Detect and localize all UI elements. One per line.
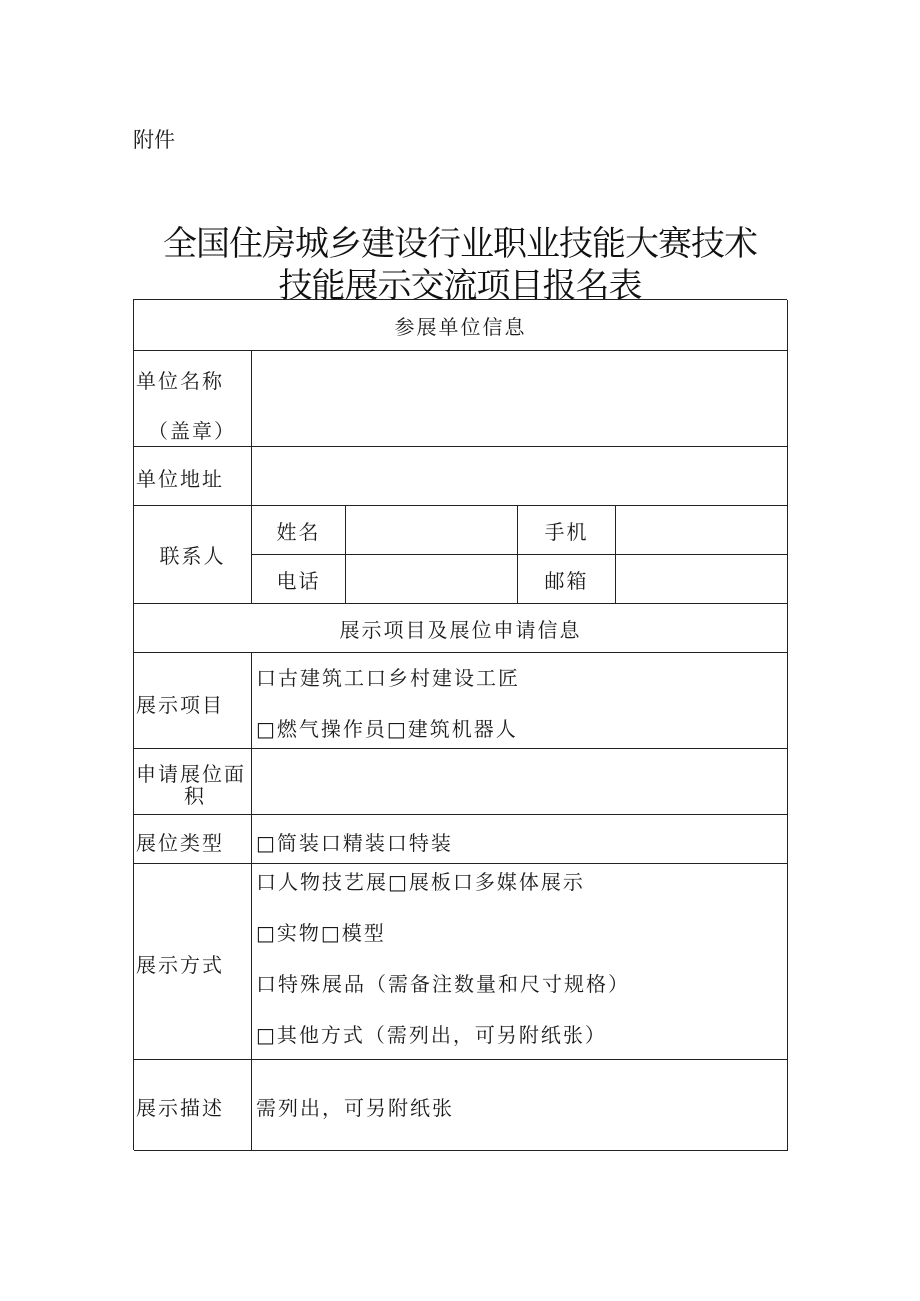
display-method-label [134,864,252,1060]
mobile-field[interactable] [616,506,788,555]
form-title-line-1: 全国住房城乡建设行业职业技能大赛技术 [163,224,757,264]
booth-area-field[interactable] [252,749,788,815]
display-method-options-line-1[interactable]: 口人物技艺展□展板口多媒体展示 [256,870,585,894]
description-label [134,1060,252,1151]
unit-address-label [134,447,252,506]
booth-type-label-text: 展位类型 [136,831,224,855]
unit-address-field[interactable] [252,447,788,506]
description-label-text: 展示描述 [136,1096,224,1120]
section-header-exhibitor-info: 参展单位信息 [134,300,788,351]
display-method-options[interactable] [252,864,788,1060]
registration-form-table [133,299,787,1150]
display-method-options-line-4[interactable]: □其他方式（需列出，可另附纸张） [256,1023,607,1047]
booth-type-options-text[interactable]: □简装口精装口特装 [256,831,453,855]
contact-name-field[interactable] [346,506,518,555]
display-method-options-line-2[interactable]: □实物□模型 [256,921,386,945]
email-label: 邮箱 [518,555,616,604]
project-options-line-2[interactable]: □燃气操作员□建筑机器人 [256,717,518,741]
project-label [134,653,252,749]
form-title-line-2: 技能展示交流项目报名表 [278,266,642,306]
booth-type-label [134,815,252,864]
unit-address-label-text: 单位地址 [136,467,224,491]
booth-type-options[interactable] [252,815,788,864]
display-method-options-line-3[interactable]: 口特殊展品（需备注数量和尺寸规格） [256,972,630,996]
email-field[interactable] [616,555,788,604]
project-options[interactable] [252,653,788,749]
display-method-label-text: 展示方式 [136,953,224,977]
contact-name-label: 姓名 [252,506,346,555]
unit-name-label-line-1: 单位名称 [136,369,224,393]
project-options-line-1[interactable]: 口古建筑工口乡村建设工匠 [256,666,520,690]
phone-field[interactable] [346,555,518,604]
attachment-label: 附件 [133,128,175,152]
description-field[interactable] [252,1060,788,1151]
contact-person-label: 联系人 [134,506,252,604]
unit-name-field[interactable] [252,351,788,447]
phone-label: 电话 [252,555,346,604]
description-field-text[interactable]: 需列出，可另附纸张 [256,1096,454,1120]
mobile-label: 手机 [518,506,616,555]
project-label-text: 展示项目 [136,693,224,717]
unit-name-label-line-2: （盖章） [148,419,236,443]
section-header-project-booth-info: 展示项目及展位申请信息 [134,604,788,653]
unit-name-label [134,351,252,447]
booth-area-label-line-1: 申请展位面 [136,762,246,786]
booth-area-label [134,749,252,815]
booth-area-label-line-2: 积 [184,784,206,808]
